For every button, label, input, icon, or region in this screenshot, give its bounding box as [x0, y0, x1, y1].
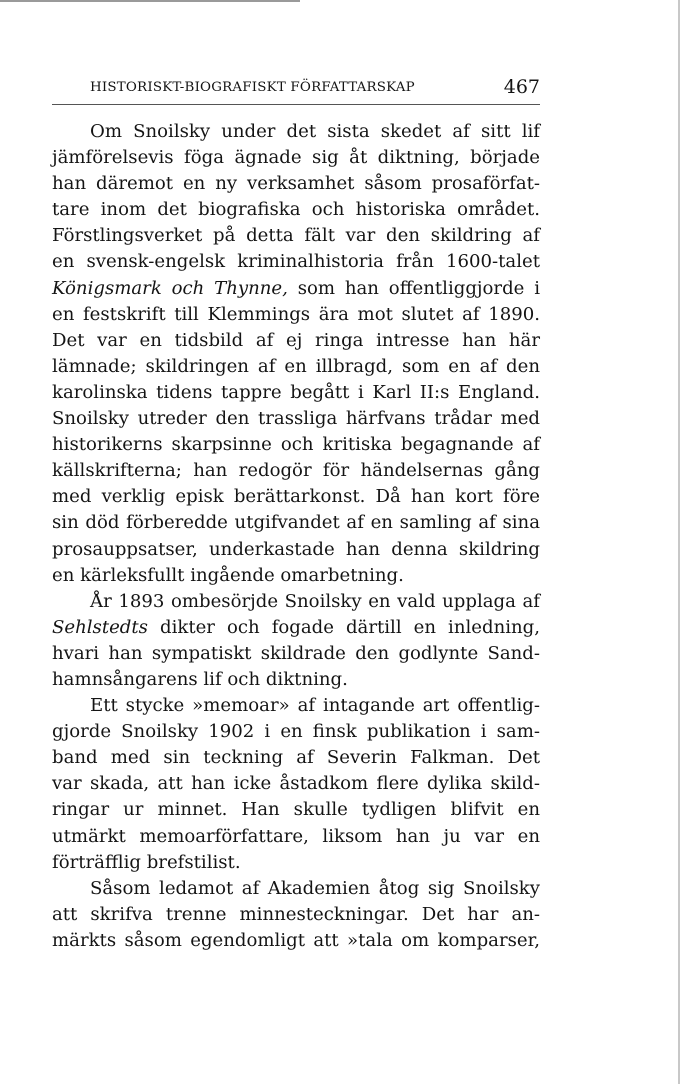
- line-text: en svensk-engelsk kriminalhistoria från 1600-talet: [52, 251, 540, 273]
- line-text: han däremot en ny verksamhet såsom prosaförfat-: [52, 173, 540, 195]
- line-text: märkts såsom egendomligt att »tala om komparser,: [52, 929, 540, 951]
- line-text: År 1893 ombesörjde Snoilsky en vald upplaga af: [90, 590, 540, 612]
- line-text: historikerns skarpsinne och kritiska begagnande af: [52, 434, 540, 456]
- line-text: hvari han sympatiskt skildrade den godlynte Sand-: [52, 642, 540, 664]
- text-line: [52, 197, 540, 223]
- text-line: [52, 876, 540, 902]
- line-text: Om Snoilsky under det sista skedet af sitt lif: [90, 121, 540, 142]
- text-line: [52, 354, 540, 380]
- line-text: en festskrift till Klemmings ära mot slutet af 1890.: [52, 303, 540, 325]
- text-line: [52, 902, 540, 928]
- text-line: [52, 719, 540, 745]
- text-line: [52, 458, 540, 484]
- text-line: [52, 615, 540, 641]
- line-text: prosauppsatser, underkastade han denna skildring: [52, 538, 540, 560]
- text-line: [52, 745, 540, 771]
- text-line: [52, 171, 540, 197]
- text-line: [52, 928, 540, 954]
- running-title: HISTORISKT-BIOGRAFISKT FÖRFATTARSKAP: [90, 80, 415, 95]
- text-line: [52, 693, 540, 719]
- text-line: [52, 328, 540, 354]
- line-text: Såsom ledamot af Akademien åtog sig Snoilsky: [90, 877, 540, 899]
- text-line: [52, 667, 540, 693]
- text-line: [52, 145, 540, 171]
- line-text: att skrifva trenne minnesteckningar. Det har an-: [52, 903, 540, 925]
- text-line: [52, 850, 540, 876]
- line-text: jämförelsevis föga ägnade sig åt diktning, började: [52, 147, 540, 169]
- scan-top-edge: [0, 0, 300, 2]
- line-text: en kärleksfullt ingående omarbetning.: [52, 564, 404, 586]
- text-line: [52, 641, 540, 667]
- line-text: hamnsångarens lif och diktning.: [52, 668, 348, 690]
- line-text: källskrifterna; han redogör för händelsernas gång: [52, 460, 540, 482]
- text-line: [52, 510, 540, 536]
- italic-title: Königsmark och Thynne,: [52, 277, 288, 299]
- line-text: band med sin teckning af Severin Falkman. Det: [52, 747, 540, 769]
- line-text: Det var en tidsbild af ej ringa intresse han här: [52, 329, 540, 351]
- line-text: som han offentliggjorde i: [287, 277, 540, 299]
- text-line: [52, 432, 540, 458]
- line-text: sin död förberedde utgifvandet af en samling af sina: [52, 512, 540, 534]
- text-line: [52, 380, 540, 406]
- line-text: med verklig episk berättarkonst. Då han kort före: [52, 486, 540, 508]
- text-line: [52, 537, 540, 563]
- text-line: [52, 406, 540, 432]
- line-text: dikter och fogade därtill en inledning,: [147, 616, 540, 638]
- page-header: [52, 76, 540, 100]
- text-line: [52, 119, 540, 145]
- line-text: Förstlingsverket på detta fält var den skildring af: [52, 225, 540, 247]
- text-line: [52, 824, 540, 850]
- line-text: ringar ur minnet. Han skulle tydligen blifvit en: [52, 799, 540, 821]
- line-text: Snoilsky utreder den trassliga härfvans trådar med: [52, 408, 540, 430]
- line-text: lämnade; skildringen af en illbragd, som en af den: [52, 355, 540, 377]
- line-text: förträfflig brefstilist.: [52, 851, 241, 873]
- text-line: [52, 797, 540, 823]
- line-text: Ett stycke »memoar» af intagande art offentlig-: [90, 695, 540, 717]
- text-line: [52, 223, 540, 249]
- line-text: utmärkt memoarförfattare, liksom han ju var en: [52, 825, 540, 847]
- text-line: [52, 302, 540, 328]
- text-line: [52, 563, 540, 589]
- text-line: [52, 589, 540, 615]
- page-number: 467: [503, 76, 540, 98]
- line-text: karolinska tidens tappre begått i Karl II:s England.: [52, 381, 540, 403]
- text-line: [52, 276, 540, 302]
- text-line: [52, 484, 540, 510]
- line-text: tare inom det biografiska och historiska området.: [52, 199, 540, 221]
- header-rule: [52, 104, 540, 105]
- line-text: gjorde Snoilsky 1902 i en finsk publikation i sam-: [52, 721, 540, 743]
- body-text: [52, 119, 540, 954]
- text-line: [52, 249, 540, 275]
- text-line: [52, 771, 540, 797]
- line-text: var skada, att han icke åstadkom flere dylika skild-: [52, 773, 540, 795]
- italic-title: Sehlstedts: [52, 616, 148, 638]
